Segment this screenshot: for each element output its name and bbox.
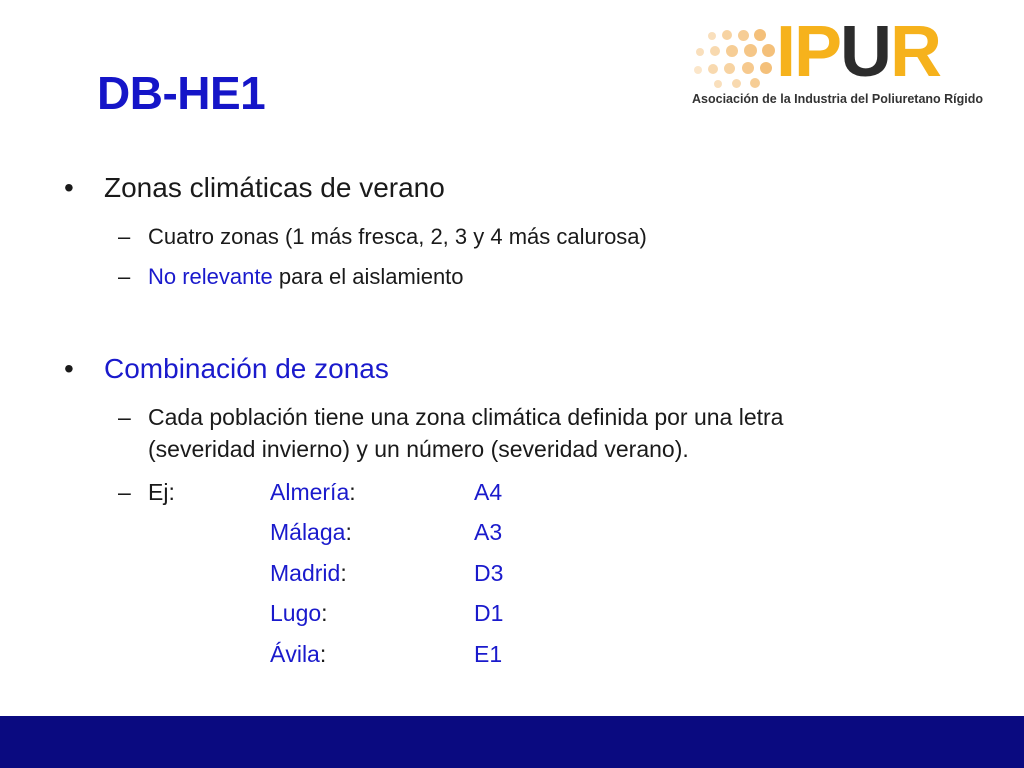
example-city: Málaga: [270, 519, 352, 545]
logo-subtitle: Asociación de la Industria del Poliuretano Rígido [692, 92, 984, 106]
bullet-summer-zones [64, 172, 445, 204]
subitem-example-dash: – [118, 479, 131, 505]
section-heading: Zonas climáticas de verano [104, 172, 445, 203]
subitem-not-relevant: – No relevante para el aislamiento [118, 264, 464, 289]
subitem-four-zones: – Cuatro zonas (1 más fresca, 2, 3 y 4 más calurosa) [118, 224, 647, 249]
bullet-dot: • [64, 353, 74, 384]
example-zone: D1 [474, 600, 504, 626]
example-zone: A3 [474, 519, 503, 545]
example-zone: E1 [474, 641, 503, 667]
footer-bar [0, 716, 1024, 768]
example-zone: A4 [474, 479, 503, 505]
example-city: Madrid: [270, 560, 347, 586]
bullet-zone-combination [64, 353, 389, 385]
subitem-each-town: – Cada población tiene una zona climática definida por una letra (severidad invierno) y un número (severidad verano). [118, 404, 784, 462]
section-heading: Combinación de zonas [104, 353, 389, 384]
logo-wordmark: IPUR [776, 12, 941, 92]
example-city: Lugo: [270, 600, 328, 626]
example-city: Almería: [270, 479, 356, 505]
slide-title: DB-HE1 [97, 67, 266, 119]
example-city: Ávila: [270, 641, 327, 667]
example-label: Ej: [148, 479, 175, 505]
highlight-text: No relevante [148, 264, 273, 289]
example-zone: D3 [474, 560, 504, 586]
bullet-dot: • [64, 172, 74, 203]
